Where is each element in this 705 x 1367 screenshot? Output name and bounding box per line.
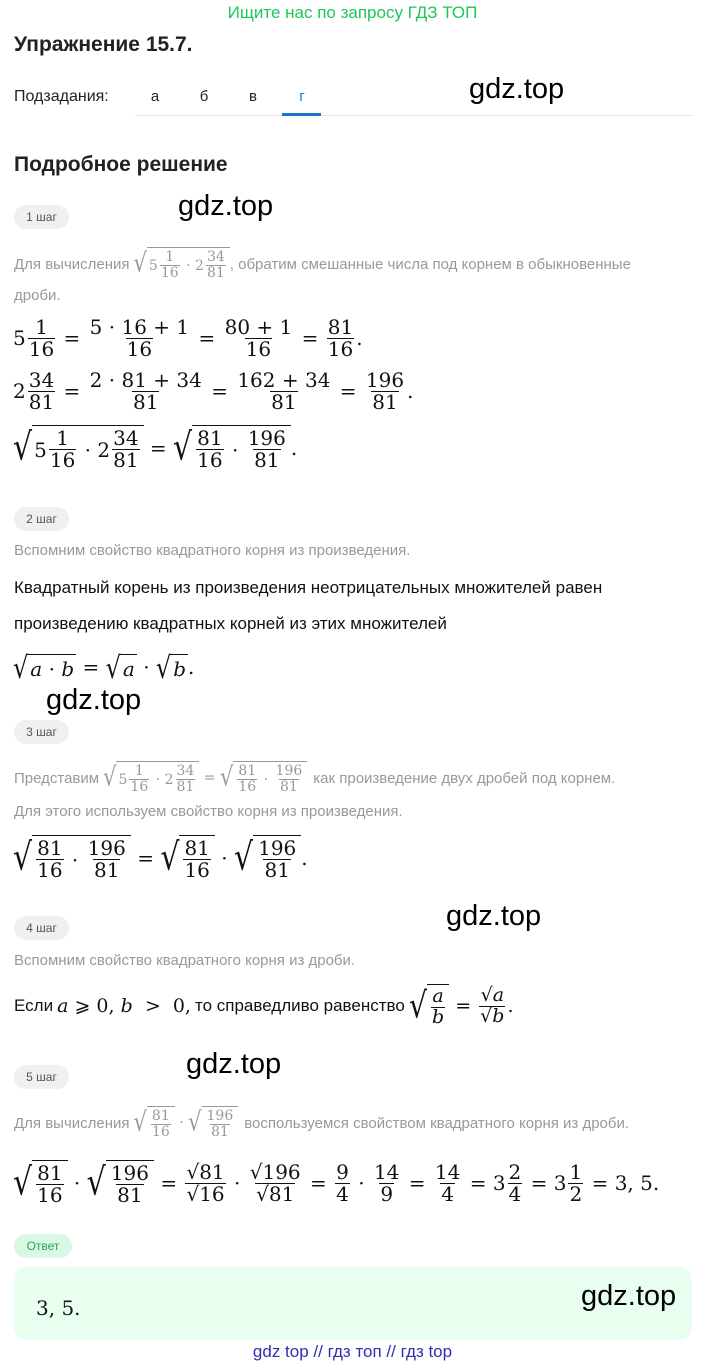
step-3-text: [14, 751, 615, 805]
tab-a[interactable]: а: [150, 88, 160, 105]
step-1-text: [14, 239, 631, 289]
step-1-text-line2: дроби.: [14, 287, 61, 304]
step-5-text-after: воспользуемся свойством квадратного корня из дроби.: [244, 1114, 630, 1132]
step-1-text-before: Для вычисления: [14, 255, 130, 273]
step-4-condition: a ⩾ 0, b > 0,: [57, 995, 191, 1017]
watermark: gdz.top: [46, 684, 142, 716]
step-3-text-after: как произведение двух дробей под корнем.: [313, 769, 616, 787]
step-5-inline-formula: √ $\frac{81}{16}$ · √ $\frac{196}{81}$: [134, 1106, 239, 1139]
promo-banner[interactable]: Ищите нас по запросу ГДЗ ТОП: [227, 3, 478, 22]
watermark: gdz.top: [469, 73, 565, 105]
answer-value: 3, 5.: [36, 1296, 81, 1320]
step-1-badge: 1 шаг: [14, 205, 69, 229]
step-1-eq2: 2 $\frac{34}{81}$ = $\frac{2 \cdot 81 + 34}{81}$ = $\frac{162 + 34}{81}$ = $\frac{196}{81}$ .: [13, 367, 414, 414]
watermark: gdz.top: [186, 1048, 282, 1080]
tab-v[interactable]: в: [249, 88, 257, 105]
step-1-eq1: 5 $\frac{1}{16}$ = $\frac{5 \cdot 16 + 1}{16}$ = $\frac{80 + 1}{16}$ = $\frac{81}{16}$ .: [13, 314, 363, 361]
step-4-rule-after: то справедливо равенство: [194, 996, 405, 1015]
tab-b[interactable]: б: [199, 88, 209, 105]
step-2-formula: √ a · b = √ a · √ b .: [13, 649, 195, 685]
step-4-text: Вспомним свойство квадратного корня из дроби.: [14, 952, 356, 969]
subtasks-label: Подзадания:: [14, 88, 109, 105]
step-2-badge: 2 шаг: [14, 507, 69, 531]
step-5-badge: 5 шаг: [14, 1065, 69, 1089]
step-4-rule: [14, 976, 513, 1036]
step-4-badge: 4 шаг: [14, 916, 69, 940]
step-5-text: [14, 1097, 629, 1149]
tabs-divider: [135, 115, 692, 116]
step-4-rule-before: Если: [14, 996, 54, 1015]
step-1-eq3: √ 5 $\frac{1}{16}$ · 2 $\frac{34}{81}$ = √ $\frac{81}{16}$ · $\frac{196}{81}$ .: [13, 425, 298, 472]
page-title: Упражнение 15.7.: [14, 33, 193, 56]
step-1-inline-formula: √ 5 $\frac{1}{16}$ · 2 $\frac{34}{81}$: [134, 247, 230, 280]
step-3-text-before: Представим: [14, 769, 100, 787]
watermark: gdz.top: [178, 190, 274, 222]
step-1-text-after: , обратим смешанные числа под корнем в обыкновенные: [229, 255, 631, 273]
step-5-text-before: Для вычисления: [14, 1114, 130, 1132]
active-tab-indicator: [282, 113, 321, 116]
footer-links[interactable]: gdz top // гдз топ // гдз top: [252, 1342, 453, 1361]
step-3-text-line2: Для этого используем свойство корня из произведения.: [14, 803, 403, 820]
step-2-rule-line2: произведению квадратных корней из этих множителей: [14, 614, 447, 633]
tab-g[interactable]: г: [299, 88, 305, 105]
watermark: gdz.top: [581, 1280, 677, 1312]
step-2-text: Вспомним свойство квадратного корня из произведения.: [14, 542, 411, 559]
step-3-formula: √ $\frac{81}{16}$ · $\frac{196}{81}$ = √ $\frac{81}{16}$ · √ $\frac{196}{81}$ .: [13, 835, 308, 882]
watermark: gdz.top: [446, 900, 542, 932]
step-4-formula: √ $\frac{a}{b}$ = $\frac{√a}{√b}$ .: [408, 983, 514, 1028]
answer-badge: Ответ: [14, 1234, 72, 1258]
step-3-badge: 3 шаг: [14, 720, 69, 744]
section-title: Подробное решение: [14, 153, 228, 176]
step-2-rule-line1: Квадратный корень из произведения неотрицательных множителей равен: [14, 578, 603, 597]
step-3-inline-formula: √ 5 $\frac{1}{16}$ · 2 $\frac{34}{81}$ = √ $\frac{81}{16}$ · $\frac{196}{81}$: [103, 761, 307, 794]
step-5-formula: √ $\frac{81}{16}$ · √ $\frac{196}{81}$ = $\frac{√81}{√16}$ · $\frac{√196}{√81}$ = $\frac{9}{4}$ · $\frac{14}{9}$ = $\frac{14}{4}$ = 3 $\frac{2}{4}$ = 3 $\frac{1}{2}$ = 3, 5.: [13, 1159, 660, 1207]
